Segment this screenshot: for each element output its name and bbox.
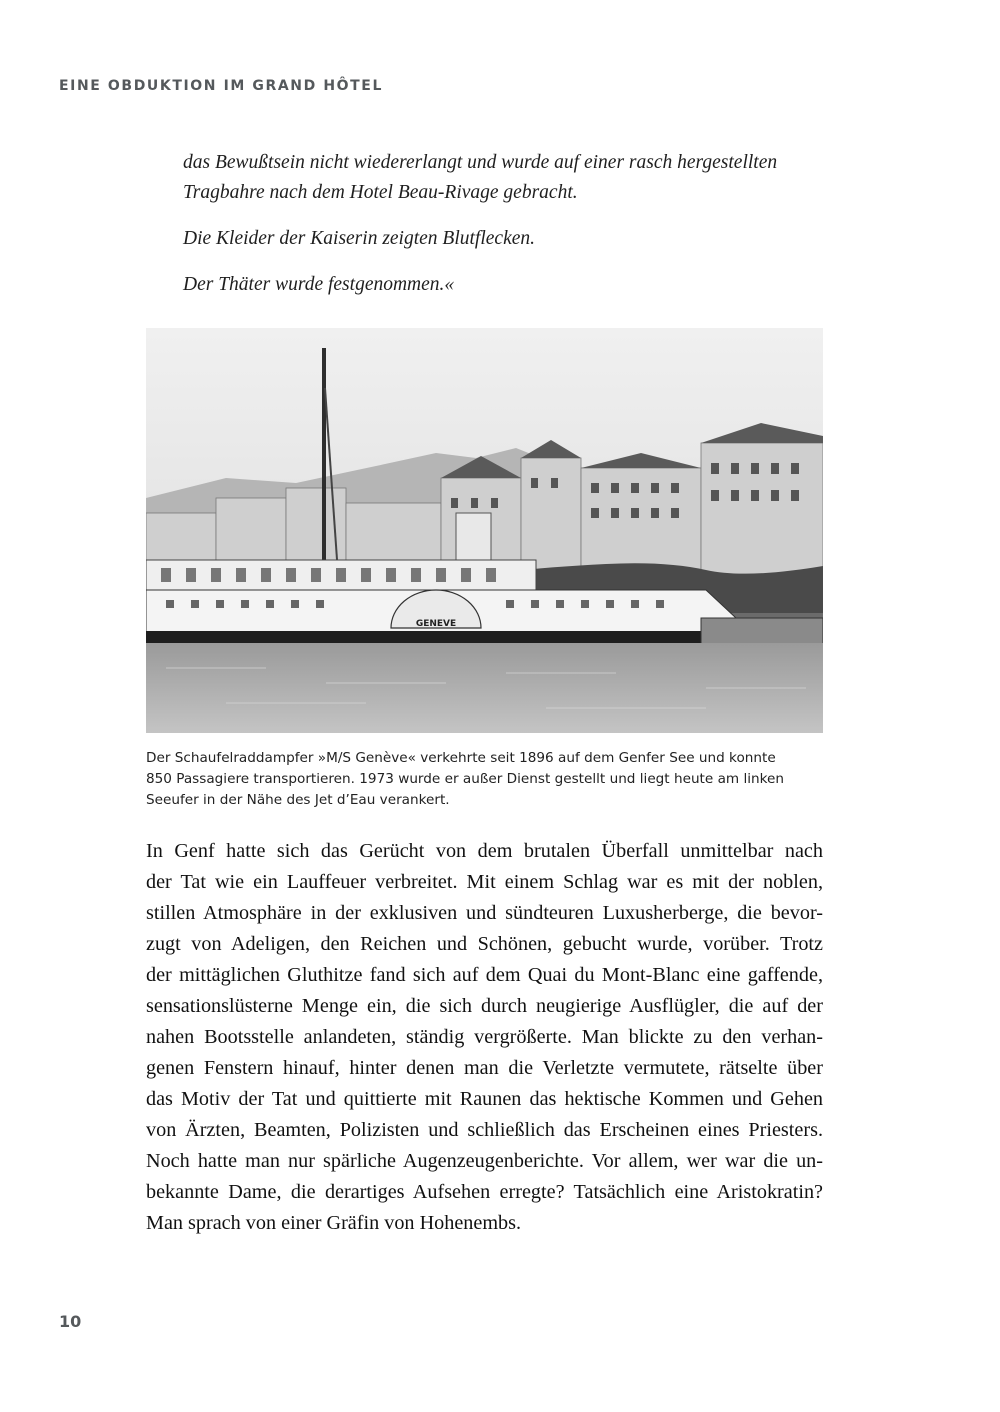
harbor-photo xyxy=(146,328,823,733)
body-line: Man sprach von einer Gräfin von Hohenembs. xyxy=(146,1212,522,1234)
page-number: 10 xyxy=(59,1312,82,1331)
quote-paragraph: Der Thäter wurde festgenommen.« xyxy=(183,274,455,295)
body-line: das Motiv der Tat und quittierte mit Raunen das hektische Kommen und Gehen xyxy=(146,1088,823,1110)
body-line: sensationslüsterne Menge ein, die sich durch neugierige Ausflügler, die auf der xyxy=(146,995,823,1017)
quote-line: Tragbahre nach dem Hotel Beau-Rivage gebracht. xyxy=(183,182,578,203)
caption-line: Der Schaufelraddampfer »M/S Genève« verkehrte seit 1896 auf dem Genfer See und konnte xyxy=(146,750,776,766)
figure-caption xyxy=(146,748,846,811)
body-paragraph xyxy=(146,836,823,1239)
body-line: stillen Atmosphäre in der exklusiven und sündteuren Luxusherberge, die bevor- xyxy=(146,902,823,924)
body-line: Noch hatte man nur spärliche Augenzeugenberichte. Vor allem, wer war die un- xyxy=(146,1150,823,1172)
caption-line: 850 Passagiere transportieren. 1973 wurde er außer Dienst gestellt und liegt heute am linken xyxy=(146,771,784,787)
quote-paragraph: Die Kleider der Kaiserin zeigten Blutflecken. xyxy=(183,228,535,249)
body-line: genen Fenstern hinauf, hinter denen man die Verletzte vermutete, rätselte über xyxy=(146,1057,823,1079)
block-quote xyxy=(183,148,823,300)
body-line: der mittäglichen Gluthitze fand sich auf dem Quai du Mont-Blanc eine gaffende, xyxy=(146,964,823,986)
body-line: In Genf hatte sich das Gerücht von dem brutalen Überfall unmittelbar nach xyxy=(146,840,823,862)
caption-line: Seeufer in der Nähe des Jet d’Eau verankert. xyxy=(146,792,450,808)
ship-name: GENEVE xyxy=(415,619,457,629)
quote-line: das Bewußtsein nicht wiedererlangt und wurde auf einer rasch hergestellten xyxy=(183,152,778,173)
body-line: der Tat wie ein Lauffeuer verbreitet. Mit einem Schlag war es mit der noblen, xyxy=(146,871,823,893)
body-line: von Ärzten, Beamten, Polizisten und schließlich das Erscheinen eines Priesters. xyxy=(146,1119,823,1141)
body-line: zugt von Adeligen, den Reichen und Schönen, gebucht wurde, vorüber. Trotz xyxy=(146,933,823,955)
body-line: nahen Bootsstelle anlandeten, ständig vergrößerte. Man blickte zu den verhan- xyxy=(146,1026,823,1048)
quote-paragraph xyxy=(183,148,823,208)
body-line: bekannte Dame, die derartiges Aufsehen erregte? Tatsächlich eine Aristokratin? xyxy=(146,1181,823,1203)
running-head: EINE OBDUKTION IM GRAND HÔTEL xyxy=(59,78,383,94)
